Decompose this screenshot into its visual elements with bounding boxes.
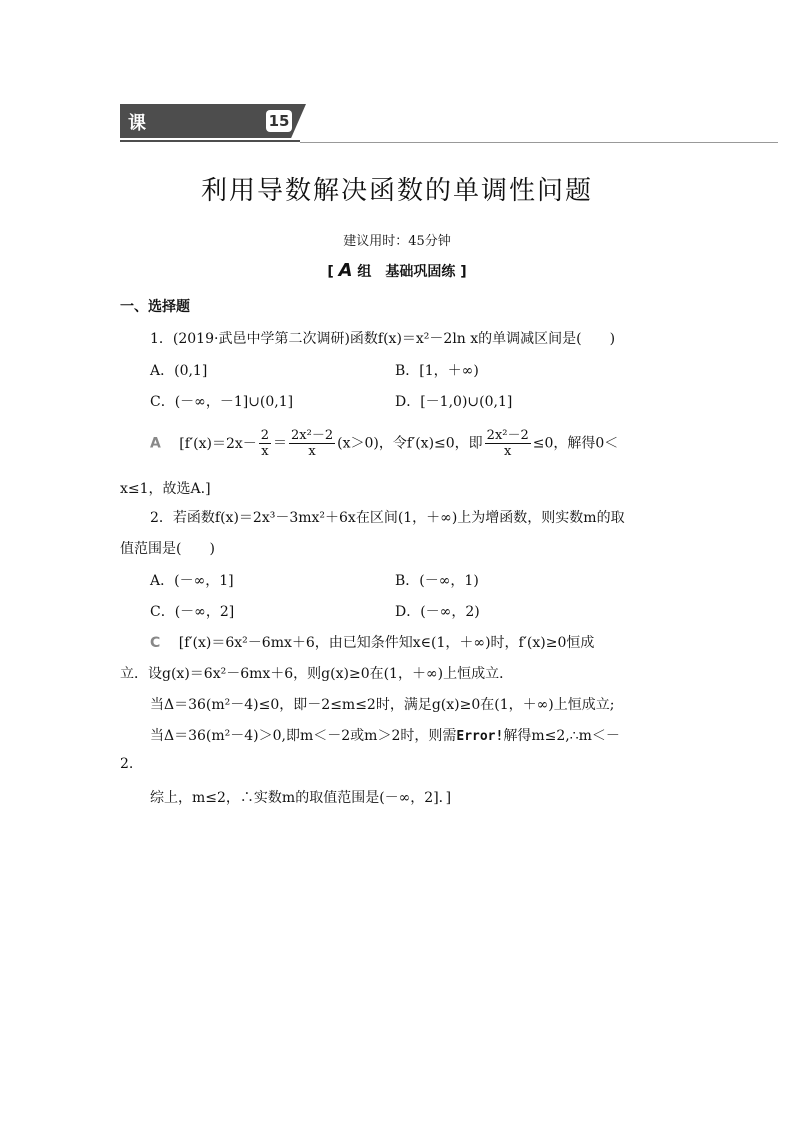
q1-answer-key: A xyxy=(150,435,161,452)
q2-error-field: Error! xyxy=(456,729,504,744)
q1-solution xyxy=(150,428,618,459)
q2-solution-line6: 综上，m≤2，∴实数m的取值范围是(－∞，2]．] xyxy=(150,790,452,806)
banner-label: 课后限时集训 xyxy=(128,113,147,264)
q2-answer-key: C xyxy=(150,635,161,651)
q2-solution-line1 xyxy=(150,632,594,652)
group-letter: A xyxy=(338,260,353,281)
group-bracket-open: [ xyxy=(327,264,334,280)
q1-frac3-den: x xyxy=(504,444,512,459)
q1-frac3-num: 2x²－2 xyxy=(486,428,529,443)
q1-frac2-num: 2x²－2 xyxy=(291,428,334,443)
q2-solution-line5: 2. xyxy=(120,756,134,772)
q2-option-d: D．(－∞，2) xyxy=(395,604,480,620)
page-title: 利用导数解决函数的单调性问题 xyxy=(200,176,593,206)
q1-solution-line2: x≤1，故选A.] xyxy=(120,481,211,497)
banner-underline xyxy=(120,140,300,142)
q2-sol-line1-text: [f′(x)＝6x²－6mx＋6，由已知条件知x∈(1，＋∞)时，f′(x)≥0恒成 xyxy=(178,635,595,651)
q2-solution-line2: 立．设g(x)＝6x²－6mx＋6，则g(x)≥0在(1，＋∞)上恒成立． xyxy=(120,666,514,682)
suggested-time: 建议用时：45分钟 xyxy=(343,234,451,249)
q1-option-a: A．(0,1] xyxy=(150,363,208,379)
q1-frac2 xyxy=(289,428,335,459)
q2-solution-line3: 当Δ＝36(m²－4)≤0，即－2≤m≤2时，满足g(x)≥0在(1，＋∞)上恒成立; xyxy=(150,697,615,713)
banner-number: 15 xyxy=(266,110,292,132)
group-heading xyxy=(0,260,794,281)
section-title: 一、选择题 xyxy=(120,299,190,315)
q1-sol-part3: (x＞0)，令f′(x)≤0，即 xyxy=(337,435,483,452)
q1-frac1-num: 2 xyxy=(260,428,270,443)
q1-option-d: D．[－1,0)∪(0,1] xyxy=(395,394,513,410)
q1-sol-part4: ≤0，解得0＜ xyxy=(532,435,619,452)
q1-sol-part2: ＝ xyxy=(273,435,288,452)
q1-frac1-den: x xyxy=(261,444,269,459)
q2-option-a: A．(－∞，1] xyxy=(150,573,234,589)
q1-option-c: C．(－∞，－1]∪(0,1] xyxy=(150,394,294,410)
header-rule xyxy=(300,142,778,143)
q1-frac3 xyxy=(485,428,531,459)
group-label: 组 基础巩固练 xyxy=(357,264,456,280)
q2-sol-line4a: 当Δ＝36(m²－4)＞0,即m＜－2或m＞2时，则需 xyxy=(150,728,457,744)
q1-stem: 1．(2019·武邑中学第二次调研)函数f(x)＝x²－2ln x的单调减区间是( ) xyxy=(150,331,616,347)
q2-stem-line1: 2．若函数f(x)＝2x³－3mx²＋6x在区间(1，＋∞)上为增函数，则实数m的取 xyxy=(150,510,625,526)
q2-stem-line2: 值范围是( ) xyxy=(120,541,215,557)
q1-sol-part1: [f′(x)＝2x－ xyxy=(179,435,257,452)
q2-sol-line4b: 解得m≤2,∴m＜－ xyxy=(503,728,620,744)
q1-frac1 xyxy=(259,428,271,459)
q1-option-b: B．[1，＋∞) xyxy=(395,363,479,379)
q2-option-b: B．(－∞，1) xyxy=(395,573,479,589)
q2-solution-line4 xyxy=(150,725,620,745)
q2-option-c: C．(－∞，2] xyxy=(150,604,235,620)
q1-frac2-den: x xyxy=(308,444,316,459)
group-bracket-close: ] xyxy=(460,264,467,280)
